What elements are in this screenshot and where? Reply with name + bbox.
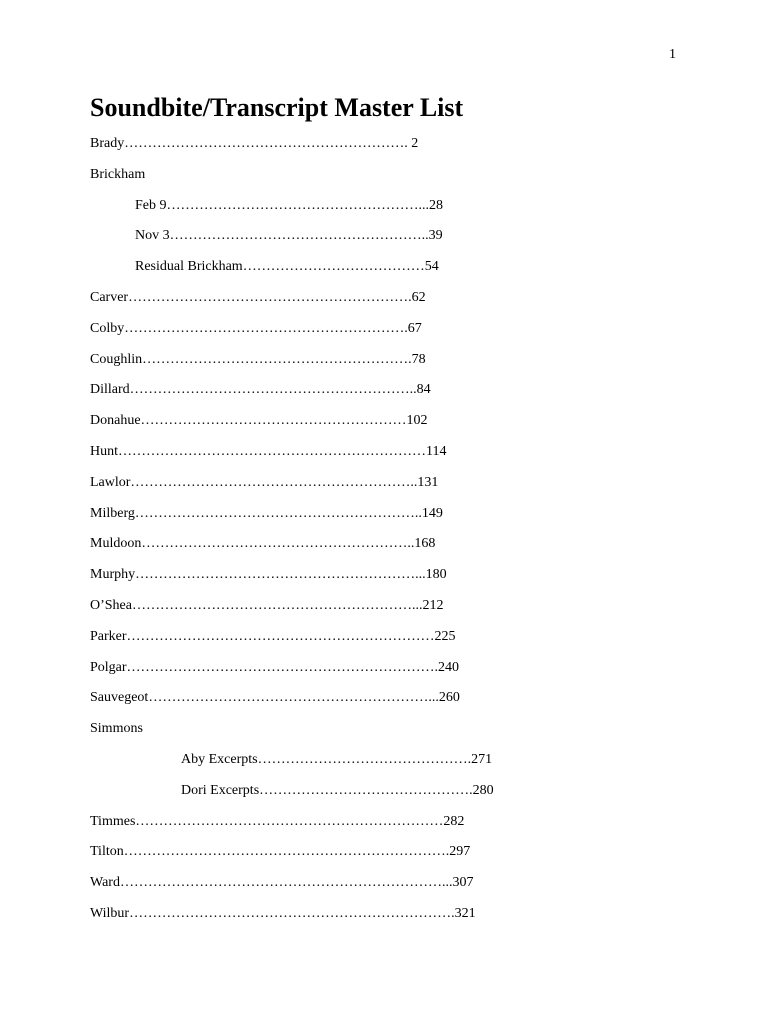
toc-entry: Polgar………………………………………………………….240 <box>90 659 460 675</box>
toc-entry: Milberg……………………………………………………..149 <box>90 505 443 521</box>
toc-entry: Brady……………………………………………………. 2 <box>90 136 419 151</box>
toc-entry: Timmes…………………………………………………………282 <box>90 813 465 829</box>
page-title: Soundbite/Transcript Master List <box>90 93 464 122</box>
toc-entry: Ward……………………………………………………………...307 <box>90 875 474 891</box>
page-number: 1 <box>669 47 676 62</box>
toc-entry: Sauvegeot……………………………………………………...260 <box>90 690 460 706</box>
toc-subentry: Feb 9………………………………………………...28 <box>135 197 443 213</box>
toc-subentry: Residual Brickham…………………………………54 <box>135 259 439 275</box>
toc-entry: Lawlor……………………………………………………..131 <box>90 474 439 490</box>
toc-entry: Tilton…………………………………………………………….297 <box>90 844 471 860</box>
toc-entry: Hunt…………………………………………………………114 <box>90 444 447 459</box>
toc-subentry: Dori Excerpts……………………………………….280 <box>181 782 494 798</box>
toc-entry: Murphy……………………………………………………...180 <box>90 567 447 583</box>
toc-entry: Coughlin………………………………………………….78 <box>90 351 426 367</box>
toc-entry: O’Shea……………………………………………………...212 <box>90 598 444 613</box>
toc-entry: Colby…………………………………………………….67 <box>90 320 422 336</box>
toc-entry: Donahue…………………………………………………102 <box>90 413 428 429</box>
toc-entry: Muldoon…………………………………………………..168 <box>90 536 436 552</box>
toc-entry: Brickham <box>90 166 146 182</box>
toc-entry: Dillard……………………………………………………..84 <box>90 382 431 398</box>
toc-entry: Carver…………………………………………………….62 <box>90 290 426 305</box>
toc-entry: Parker…………………………………………………………225 <box>90 628 456 644</box>
toc-entry: Wilbur…………………………………………………………….321 <box>90 906 476 921</box>
toc-subentry: Nov 3………………………………………………..39 <box>135 228 443 244</box>
toc-entry: Simmons <box>90 721 143 737</box>
toc-subentry: Aby Excerpts……………………………………….271 <box>181 752 493 767</box>
